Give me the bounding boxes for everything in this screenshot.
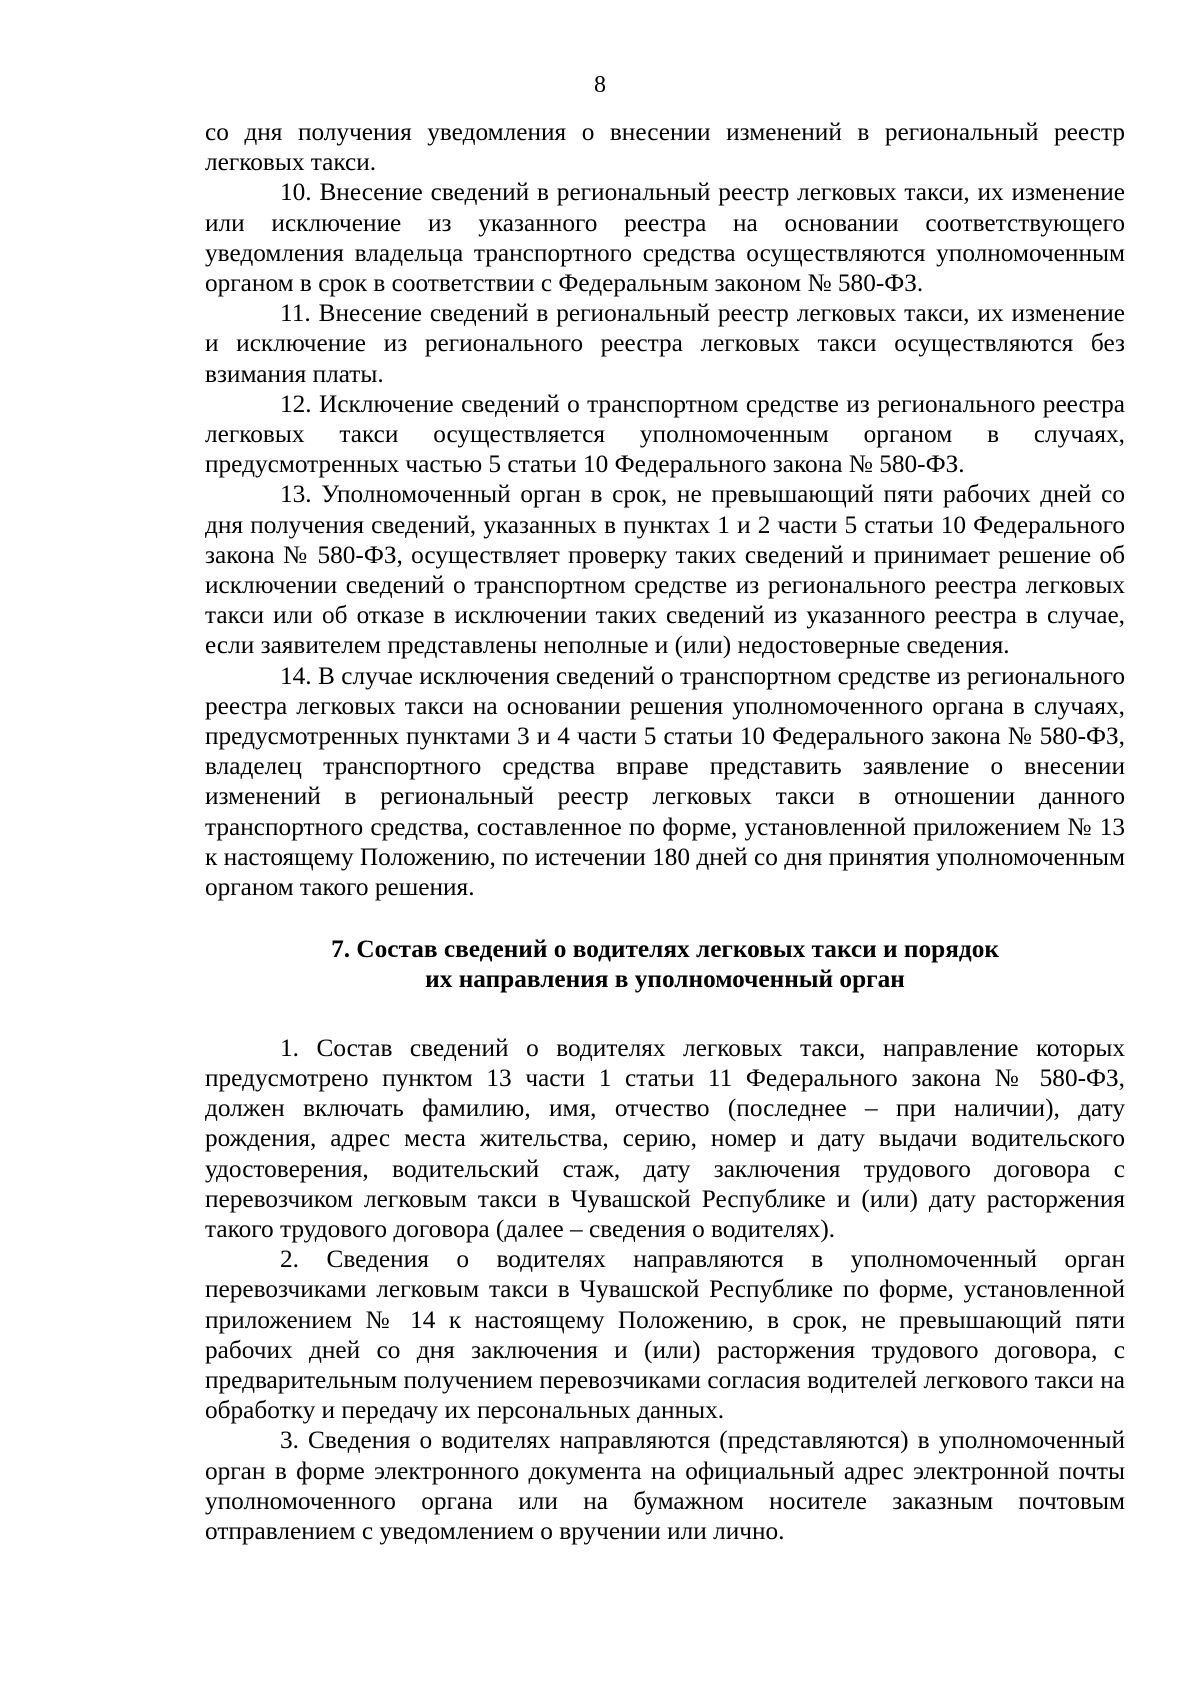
section-heading-line-2: их направления в уполномоченный орган bbox=[425, 965, 905, 994]
paragraph-item-12: 12. Исключение сведений о транспортном средстве из регионального реестра легковых такси осуществляется уполномоченным органом в случаях, предусмотренных частью 5 статьи 10 Федерального закона № 580-ФЗ. bbox=[205, 389, 1125, 479]
paragraph-item-14: 14. В случае исключения сведений о транспортном средстве из регионального реестра легковых такси на основании решения уполномоченного органа в случаях, предусмотренных пунктами 3 и 4 части 5 статьи 10 Федерального закона № 580-ФЗ, владелец транспортного средства вправе представить заявление о внесении изменений в региональный реестр легковых такси в отношении данного транспортного средства, составленное по форме, установленной приложением № 13 к настоящему Положению, по истечении 180 дней со дня принятия уполномоченным органом такого решения. bbox=[205, 661, 1125, 902]
section-heading bbox=[205, 934, 1125, 994]
paragraph-item-13: 13. Уполномоченный орган в срок, не превышающий пяти рабочих дней со дня получения сведений, указанных в пунктах 1 и 2 части 5 статьи 10 Федерального закона № 580-ФЗ, осуществляет проверку таких сведений и принимает решение об исключении сведений о транспортном средстве из регионального реестра легковых такси или об отказе в исключении таких сведений из указанного реестра в случае, если заявителем представлены неполные и (или) недостоверные сведения. bbox=[205, 480, 1125, 660]
page-number: 8 bbox=[594, 72, 606, 98]
paragraph-section7-item-2: 2. Сведения о водителях направляются в уполномоченный орган перевозчиками легковым такси в Чувашской Республике по форме, установленной приложением № 14 к настоящему Положению, в срок, не превышающий пяти рабочих дней со дня заключения и (или) расторжения трудового договора, с предварительным получением перевозчиками согласия водителей легкового такси на обработку и передачу их персональных данных. bbox=[205, 1245, 1125, 1425]
paragraph-continuation: со дня получения уведомления о внесении изменений в региональный реестр легковых такси. bbox=[205, 118, 1125, 177]
paragraph-item-11: 11. Внесение сведений в региональный реестр легковых такси, их изменение и исключение из регионального реестра легковых такси осуществляются без взимания платы. bbox=[205, 299, 1125, 388]
document-body bbox=[205, 117, 1125, 1546]
paragraph-section7-item-1: 1. Состав сведений о водителях легковых такси, направление которых предусмотрено пунктом 13 части 1 статьи 11 Федерального закона № 580-ФЗ, должен включать фамилию, имя, отчество (последнее – при наличии), дату рождения, адрес места жительства, серию, номер и дату выдачи водительского удостоверения, водительский стаж, дату заключения трудового договора с перевозчиком легковым такси в Чувашской Республике и (или) дату расторжения такого трудового договора (далее – сведения о водителях). bbox=[205, 1033, 1125, 1243]
section-heading-line-1: 7. Состав сведений о водителях легковых такси и порядок bbox=[331, 935, 999, 964]
paragraph-item-10: 10. Внесение сведений в региональный реестр легковых такси, их изменение или исключение из указанного реестра на основании соответствующего уведомления владельца транспортного средства осуществляются уполномоченным органом в срок в соответствии с Федеральным законом № 580-ФЗ. bbox=[205, 178, 1125, 298]
paragraph-section7-item-3: 3. Сведения о водителях направляются (представляются) в уполномоченный орган в форме электронного документа на официальный адрес электронной почты уполномоченного органа или на бумажном носителе заказным почтовым отправлением с уведомлением о вручении или лично. bbox=[205, 1426, 1125, 1545]
